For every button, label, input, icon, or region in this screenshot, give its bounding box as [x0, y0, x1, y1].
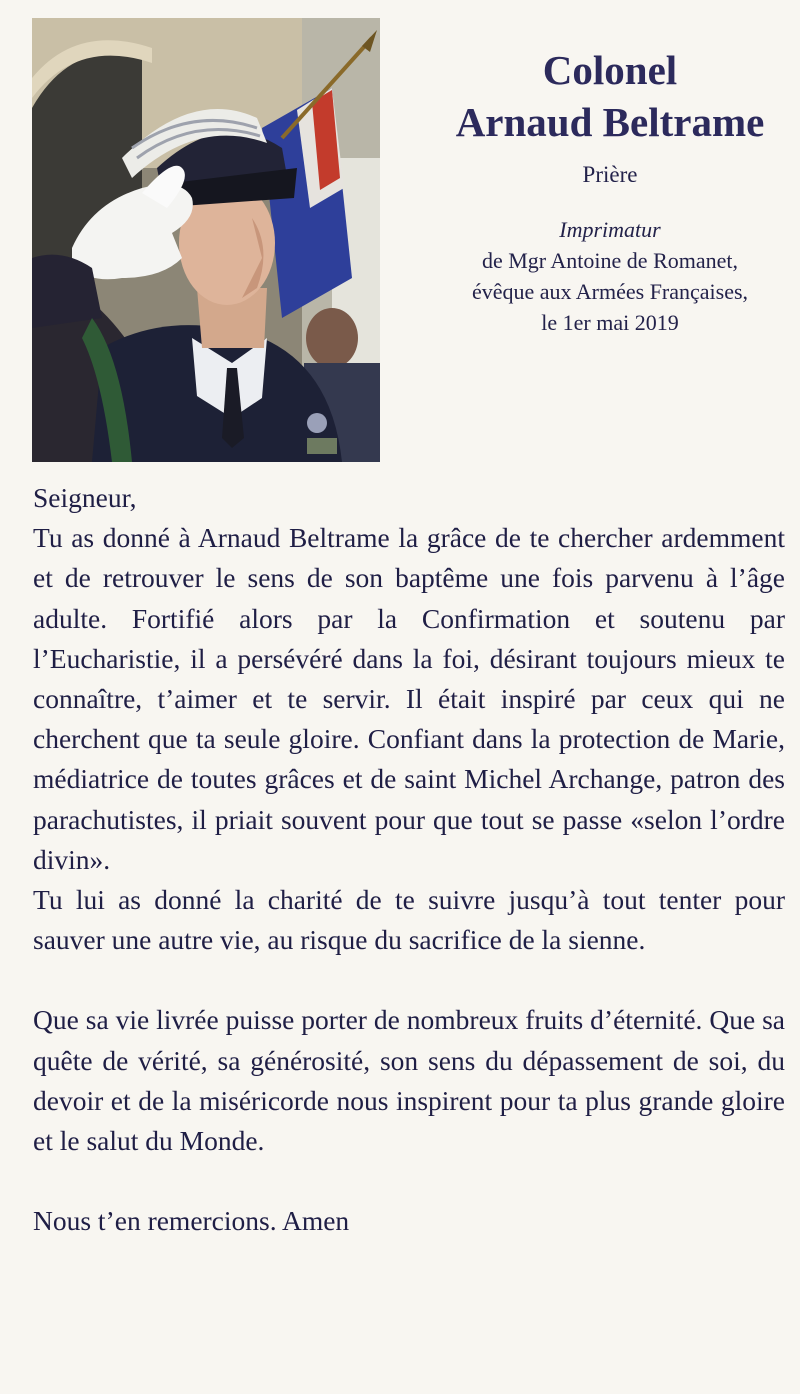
- imprimatur-block: [420, 214, 800, 338]
- prayer-salutation: Seigneur,: [33, 482, 137, 513]
- imprimatur-line: de Mgr Antoine de Romanet,: [481, 248, 738, 273]
- card-header: [420, 44, 800, 338]
- imprimatur-line: évêque aux Armées Françaises,: [471, 279, 749, 304]
- prayer-paragraph-3: Que sa vie livrée puisse porter de nombreux fruits d’éternité. Que sa quête de vérité, sa générosité, son sens du dépassement de soi, du devoir et de la miséricorde nous inspirent pour ta plus grande gloire et le salut du Monde.: [33, 1004, 785, 1157]
- page-title: [420, 44, 800, 148]
- prayer-closing: Nous t’en remercions. Amen: [33, 1205, 350, 1237]
- subtitle: Prière: [582, 162, 638, 187]
- title-line-2: Arnaud Beltrame: [455, 99, 765, 145]
- prayer-text: [33, 478, 785, 1241]
- title-line-1: Colonel: [542, 47, 678, 93]
- imprimatur-label: Imprimatur: [559, 217, 661, 242]
- prayer-paragraph-2: Tu lui as donné la charité de te suivre jusqu’à tout tenter pour sauver une autre vie, au risque du sacrifice de la sienne.: [33, 884, 785, 956]
- imprimatur-line: le 1er mai 2019: [541, 310, 679, 335]
- prayer-paragraph-1: Tu as donné à Arnaud Beltrame la grâce de te chercher ardemment et de retrouver le sens de son baptême une fois parvenu à l’âge adulte. Fortifié alors par la Confirmation et soutenu par l’Eucharistie, il a persévéré dans la foi, désirant toujours mieux te connaître, t’aimer et te servir. Il était inspiré par ceux qui ne cherchent que ta seule gloire. Confiant dans la protection de Marie, médiatrice de toutes grâces et de saint Michel Archange, patron des parachutistes, il priait souvent pour que tout se passe «selon l’ordre divin».: [33, 522, 785, 875]
- portrait-photo: [32, 18, 380, 462]
- paragraph-spacer: [33, 960, 785, 1000]
- paragraph-spacer: [33, 1161, 785, 1201]
